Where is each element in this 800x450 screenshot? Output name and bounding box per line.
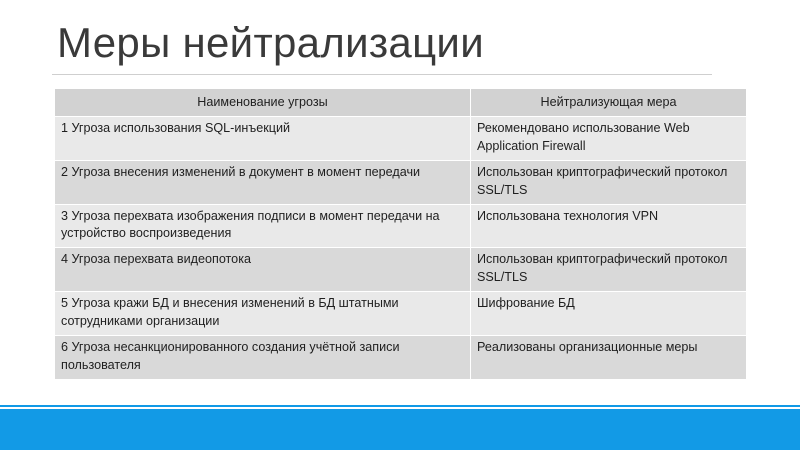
table-row [55,204,747,248]
measure-cell: Использован криптографический протокол SSL/TLS [471,160,747,204]
threat-cell: 3 Угроза перехвата изображения подписи в момент передачи на устройство воспроизведения [55,204,471,248]
table-header-row [55,89,747,117]
measure-cell: Использована технология VPN [471,204,747,248]
table-row [55,160,747,204]
title-divider [52,74,712,75]
bottom-accent-band [0,409,800,450]
table-row [55,248,747,292]
threat-measures-table [54,88,747,380]
threat-cell: 6 Угроза несанкционированного создания учётной записи пользователя [55,335,471,379]
measure-cell: Использован криптографический протокол SSL/TLS [471,248,747,292]
slide-title: Меры нейтрализации [57,19,484,66]
table-row [55,335,747,379]
threat-cell: 5 Угроза кражи БД и внесения изменений в БД штатными сотрудниками организации [55,292,471,336]
measure-cell: Рекомендовано использование Web Application Firewall [471,117,747,161]
table-row [55,117,747,161]
threat-cell: 1 Угроза использования SQL-инъекций [55,117,471,161]
header-threat-name: Наименование угрозы [55,89,471,117]
accent-line [0,405,800,407]
table-row [55,292,747,336]
threat-cell: 2 Угроза внесения изменений в документ в момент передачи [55,160,471,204]
measure-cell: Реализованы организационные меры [471,335,747,379]
header-measure: Нейтрализующая мера [471,89,747,117]
measure-cell: Шифрование БД [471,292,747,336]
threat-cell: 4 Угроза перехвата видеопотока [55,248,471,292]
